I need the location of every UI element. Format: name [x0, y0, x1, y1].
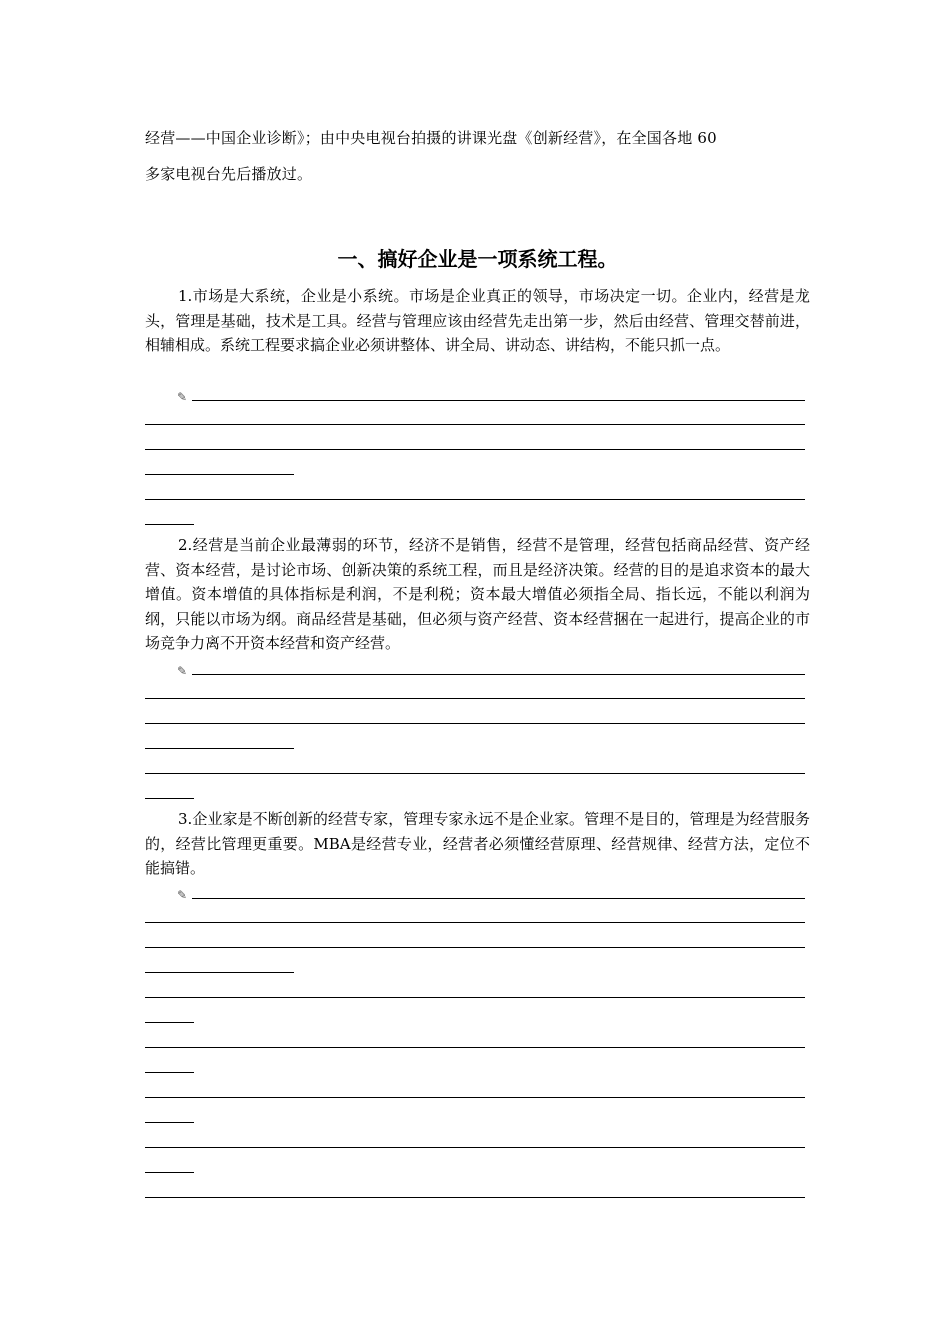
note-line[interactable]: [145, 449, 805, 450]
paragraph-2: 2.经营是当前企业最薄弱的环节，经济不是销售，经营不是管理，经营包括商品经营、资产经营、资本经营，是讨论市场、创新决策的系统工程，而且是经济决策。经营的目的是追求资本的最大增值。资本增值的具体指标是利润，不是利税；资本最大增值必须指全局、指长远，不能以利润为纲，只能以市场为纲。商品经营是基础，但必须与资产经营、资本经营捆在一起进行，提高企业的市场竞争力离不开资本经营和资产经营。: [145, 536, 810, 652]
note-line[interactable]: [145, 698, 805, 699]
intro-line-1: 经营——中国企业诊断》；由中央电视台拍摄的讲课光盘《创新经营》，在全国各地 60: [145, 129, 717, 147]
note-line[interactable]: [145, 1172, 194, 1173]
intro-line-2: 多家电视台先后播放过。: [145, 165, 313, 183]
note-line[interactable]: [145, 947, 805, 948]
pen-icon: ✎: [177, 390, 188, 404]
note-line[interactable]: [145, 1047, 805, 1048]
note-line[interactable]: [145, 424, 805, 425]
note-line[interactable]: [145, 798, 194, 799]
section-title: 一、搞好企业是一项系统工程。: [337, 247, 618, 271]
note-line[interactable]: [145, 997, 805, 998]
paragraph-1: 1.市场是大系统，企业是小系统。市场是企业真正的领导，市场决定一切。企业内，经营是龙头，管理是基础，技术是工具。经营与管理应该由经营先走出第一步，然后由经营、管理交替前进，相辅相成。系统工程要求搞企业必须讲整体、讲全局、讲动态、讲结构，不能只抓一点。: [145, 287, 810, 354]
note-line[interactable]: [192, 898, 805, 899]
pen-icon: ✎: [177, 888, 188, 902]
note-line[interactable]: [145, 474, 294, 475]
note-line[interactable]: [145, 972, 294, 973]
note-line[interactable]: [145, 1122, 194, 1123]
note-line[interactable]: [145, 1097, 805, 1098]
note-line[interactable]: [145, 773, 805, 774]
note-line[interactable]: [145, 748, 294, 749]
intro-text: [145, 120, 810, 192]
note-line[interactable]: [145, 1072, 194, 1073]
paragraph-3: 3.企业家是不断创新的经营专家，管理专家永远不是企业家。管理不是目的，管理是为经营服务的，经营比管理更重要。MBA是经营专业，经营者必须懂经营原理、经营规律、经营方法，定位不能搞错。: [145, 810, 810, 877]
note-line[interactable]: [192, 400, 805, 401]
note-line[interactable]: [145, 1022, 194, 1023]
pen-icon: ✎: [177, 664, 188, 678]
note-line[interactable]: [192, 674, 805, 675]
note-line[interactable]: [145, 1147, 805, 1148]
note-line[interactable]: [145, 922, 805, 923]
note-line[interactable]: [145, 499, 805, 500]
note-line[interactable]: [145, 524, 194, 525]
note-line[interactable]: [145, 723, 805, 724]
note-line[interactable]: [145, 1197, 805, 1198]
